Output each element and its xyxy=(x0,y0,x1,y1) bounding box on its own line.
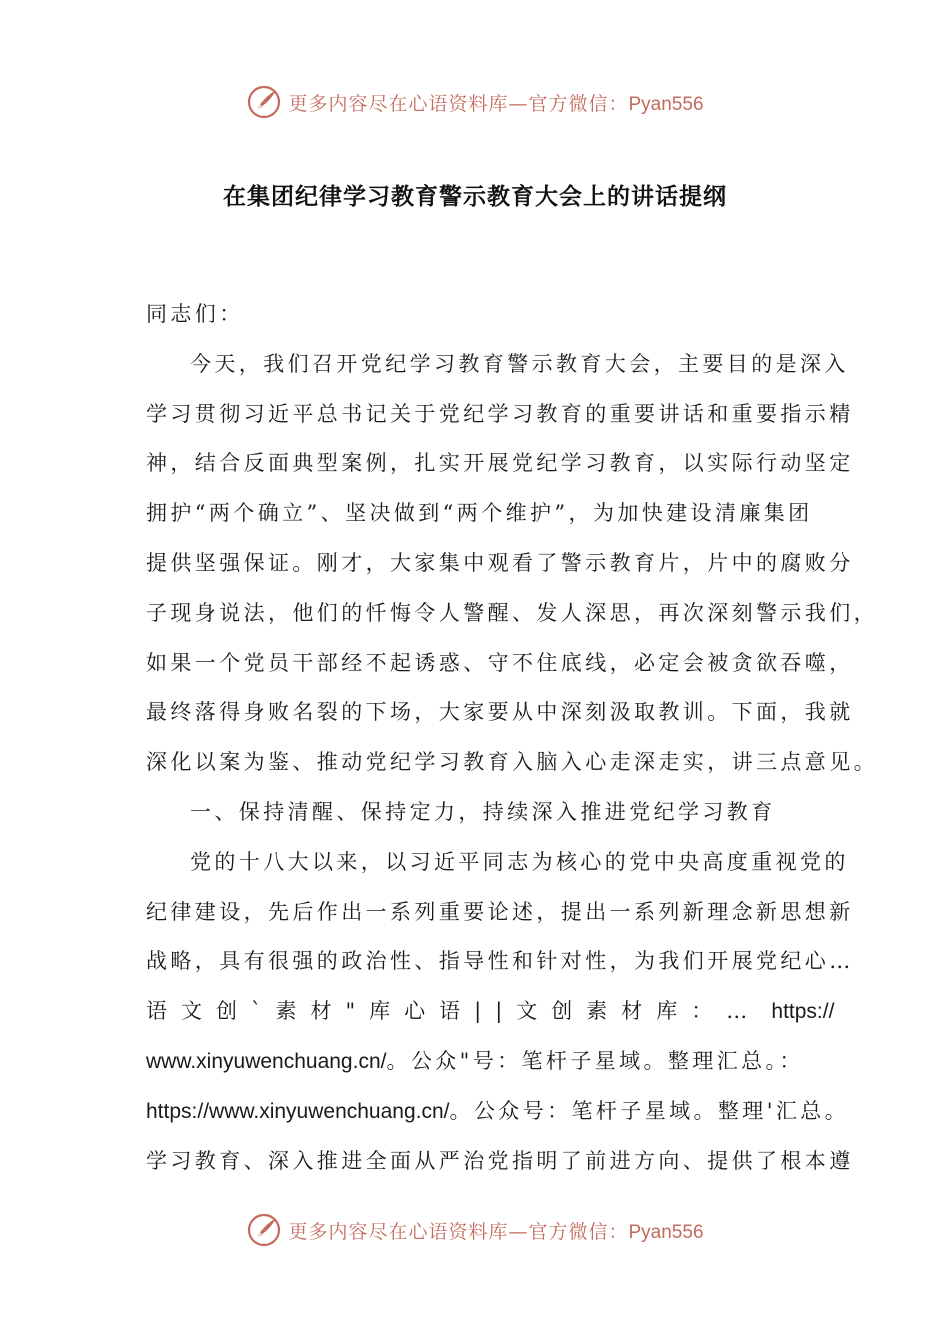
watermark-url: www.xinyuwenchuang.cn/ xyxy=(146,1049,387,1073)
section-heading: 一、保持清醒、保持定力，持续深入推进党纪学习教育 xyxy=(190,799,776,824)
banner-wechat-id: Pyan556 xyxy=(628,93,704,115)
paragraph-line: 今天，我们召开党纪学习教育警示教育大会，主要目的是深入 xyxy=(190,351,849,376)
paragraph-line: 最终落得身败名裂的下场，大家要从中深刻汲取教训。下面，我就 xyxy=(146,700,854,725)
watermark-text: 语文创`素材"库心语||文创素材库：… xyxy=(146,999,762,1024)
paragraph-line: 学习贯彻习近平总书记关于党纪学习教育的重要讲话和重要指示精 xyxy=(146,401,854,426)
paragraph-line: 深化以案为鉴、推动党纪学习教育入脑入心走深走实，讲三点意见。 xyxy=(146,750,878,775)
paragraph-line: 党的十八大以来，以习近平同志为核心的党中央高度重视党的 xyxy=(190,849,849,874)
watermark-line xyxy=(146,987,835,1037)
banner-label xyxy=(288,1217,703,1244)
quill-logo-icon xyxy=(246,1212,282,1248)
paragraph-line: 如果一个党员干部经不起诱惑、守不住底线，必定会被贪欲吞噬， xyxy=(146,650,854,675)
paragraph-line: 学习教育、深入推进全面从严治党指明了前进方向、提供了根本遵 xyxy=(146,1148,854,1173)
banner-wechat-id: Pyan556 xyxy=(628,1221,704,1243)
document-title: 在集团纪律学习教育警示教育大会上的讲话提纲 xyxy=(223,184,727,210)
watermark-url: https:// xyxy=(771,1000,835,1024)
banner-slogan: 更多内容尽在心语资料库—官方微信： xyxy=(288,92,629,115)
header-banner xyxy=(0,80,950,124)
paragraph-line: 拥护“两个确立”、坚决做到“两个维护”，为加快建设清廉集团 xyxy=(146,501,813,526)
banner-slogan: 更多内容尽在心语资料库—官方微信： xyxy=(288,1220,629,1243)
watermark-text: 。公众"号：笔杆子星域。整理汇总。： xyxy=(386,1048,804,1073)
watermark-line xyxy=(146,1087,850,1137)
paragraph-line: 战略，具有很强的政治性、指导性和针对性，为我们开展党纪心… xyxy=(146,949,854,974)
footer-banner xyxy=(0,1208,950,1252)
quill-logo-icon xyxy=(246,84,282,120)
watermark-text: 。公众号：笔杆子星域。整理'汇总。 xyxy=(449,1098,850,1123)
salutation-line: 同志们： xyxy=(146,302,244,326)
banner-label xyxy=(288,89,703,116)
paragraph-line: 子现身说法，他们的忏悔令人警醒、发人深思，再次深刻警示我们， xyxy=(146,600,878,625)
paragraph-line: 神，结合反面典型案例，扎实开展党纪学习教育，以实际行动坚定 xyxy=(146,451,854,476)
paragraph-line: 提供坚强保证。刚才，大家集中观看了警示教育片，片中的腐败分 xyxy=(146,550,854,575)
document-body xyxy=(146,290,878,1186)
watermark-url: https://www.xinyuwenchuang.cn/ xyxy=(146,1099,450,1123)
watermark-line xyxy=(146,1037,826,1087)
paragraph-line: 纪律建设，先后作出一系列重要论述，提出一系列新理念新思想新 xyxy=(146,899,854,924)
